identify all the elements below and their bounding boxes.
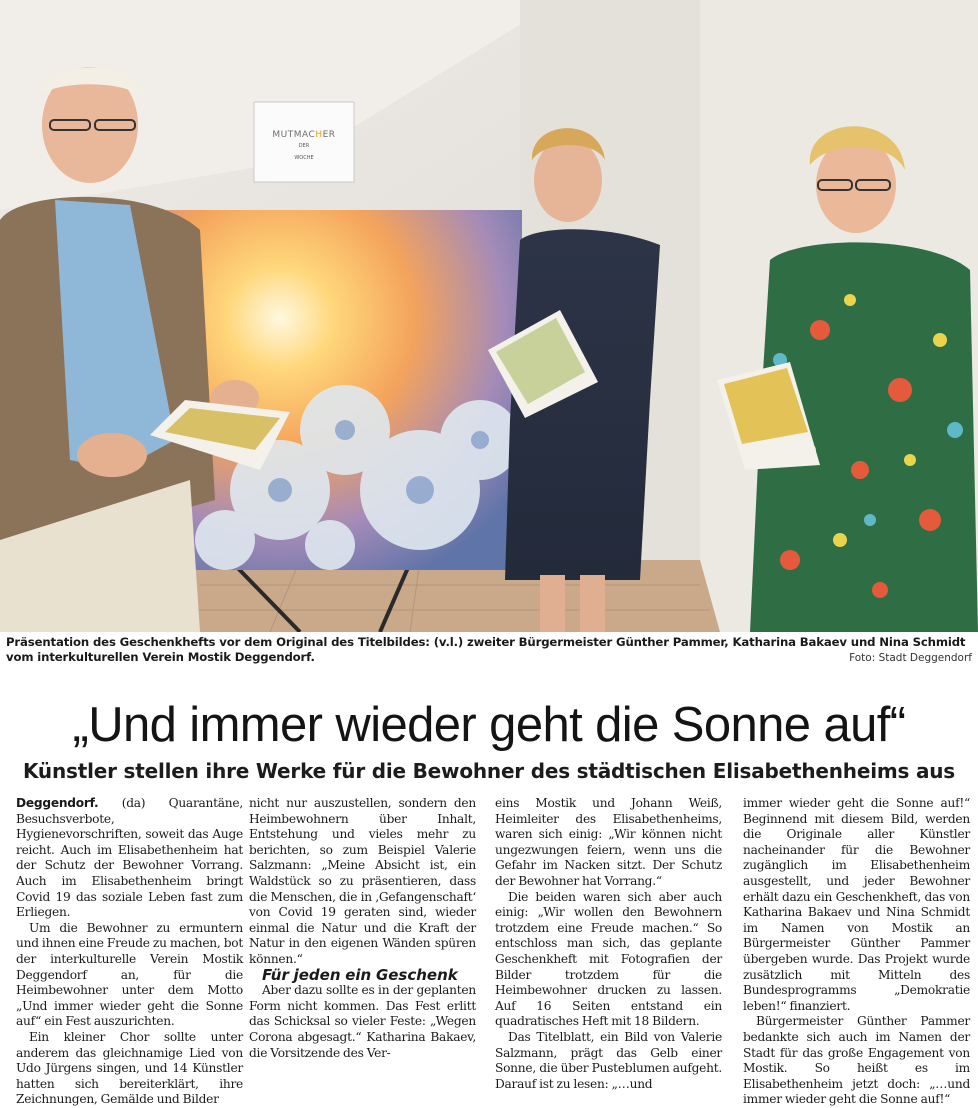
article-paragraph: nicht nur auszustellen, sondern den Heimbewohnern über Inhalt, Entstehung und vieles mehr zu berichten, so zum Beispiel Valerie Salzmann: „Meine Absicht ist, ein Waldstück so zu präsentieren, dass die Menschen, die in ‚Gefangenschaft‘ von Covid 19 geraten sind, wieder einmal die Natur und die Kraft der Natur in den eigenen Wänden spüren können.“ (249, 796, 476, 966)
article-paragraph: Das Titelblatt, ein Bild von Valerie Salzmann, prägt das Gelb einer Sonne, die über Pusteblumen aufgeht. Darauf ist zu lesen: „…und (495, 1029, 722, 1091)
mutmacher-sign: MUTMACHER DER WOCHE (272, 130, 336, 161)
section-subhead: Für jeden ein Geschenk (262, 965, 458, 984)
article-paragraph: Aber dazu sollte es in der geplanten Form nicht kommen. Das Fest erlitt das Schicksal so vieler Feste: „Wegen Corona abgesagt.“ Katharina Bakaev, die Vorsitzende des Ver- (249, 983, 476, 1060)
article-paragraph: Bürgermeister Günther Pammer bedankte sich auch im Namen der Stadt für das große Engagement von Mostik. So heißt es im Elisabethenheim jetzt doch: „…und immer wieder geht die Sonne auf!“ (743, 1014, 970, 1107)
article-paragraph: Um die Bewohner zu ermuntern und ihnen eine Freude zu machen, bot der interkulturelle Verein Mostik Deggendorf an, für die Heimbewohner unter dem Motto „Und immer wieder geht die Sonne auf“ ein Fest auszurichten. (16, 920, 243, 1029)
photo-caption: Präsentation des Geschenkhefts vor dem Original des Titelbildes: (v.l.) zweiter Bürgermeister Günther Pammer, Katharina Bakaev und Nina Schmidt vom interkulturellen Verein Mostik Deggendorf. (6, 635, 966, 664)
article-paragraph: immer wieder geht die Sonne auf!“ Beginnend mit diesem Bild, werden die Originale aller Künstler nacheinander für die Bewohner zugänglich im Elisabethenheim ausgestellt, und jeder Bewohner erhält dazu ein Geschenkheft, das von Katharina Bakaev und Nina Schmidt im Namen von Mostik an Bürgermeister Günther Pammer übergeben wurde. Das Projekt wurde zusätzlich mit Mitteln des Bundesprogramms „Demokratie leben!“ finanziert. (743, 796, 970, 1013)
article-column-2 (249, 796, 476, 1061)
article-column-3 (495, 796, 722, 1092)
article-paragraph: Deggendorf. (da) Quarantäne, Besuchsverbote, Hygienevorschriften, soweit das Auge reicht. Auch im Elisabethenheim hat der Schutz der Bewohner Vorrang. Auch im Elisabethenheim bringt Covid 19 das soziale Leben fast zum Erliegen. (16, 796, 243, 920)
article-headline: „Und immer wieder geht die Sonne auf“ (72, 698, 906, 752)
article-column-1 (16, 796, 243, 1108)
article-subheadline: Künstler stellen ihre Werke für die Bewohner des städtischen Elisabethenheims aus (22, 759, 955, 783)
photo-credit: Foto: Stadt Deggendorf (849, 652, 972, 664)
article-paragraph: eins Mostik und Johann Weiß, Heimleiter des Elisabethenheims, waren sich einig: „Wir können nicht ungezwungen feiern, wenn uns die Gefahr im Nacken sitzt. Der Schutz der Bewohner hat Vorrang.“ (495, 796, 722, 888)
dateline: Deggendorf. (16, 796, 99, 810)
article-paragraph: Ein kleiner Chor sollte unter anderem das gleichnamige Lied von Udo Jürgens singen, und 14 Künstler hatten sich bereiterklärt, ihre Zeichnungen, Gemälde und Bilder (16, 1029, 243, 1107)
article-column-4 (743, 796, 970, 1108)
article-paragraph: Die beiden waren sich aber auch einig: „Wir wollen den Bewohnern trotzdem eine Freude machen.“ So entschloss man sich, das geplante Geschenkheft mit Fotografien der Bilder trotzdem für die Heimbewohner drucken zu lassen. Auf 16 Seiten entstand ein quadratisches Heft mit 18 Bildern. (495, 889, 722, 1029)
